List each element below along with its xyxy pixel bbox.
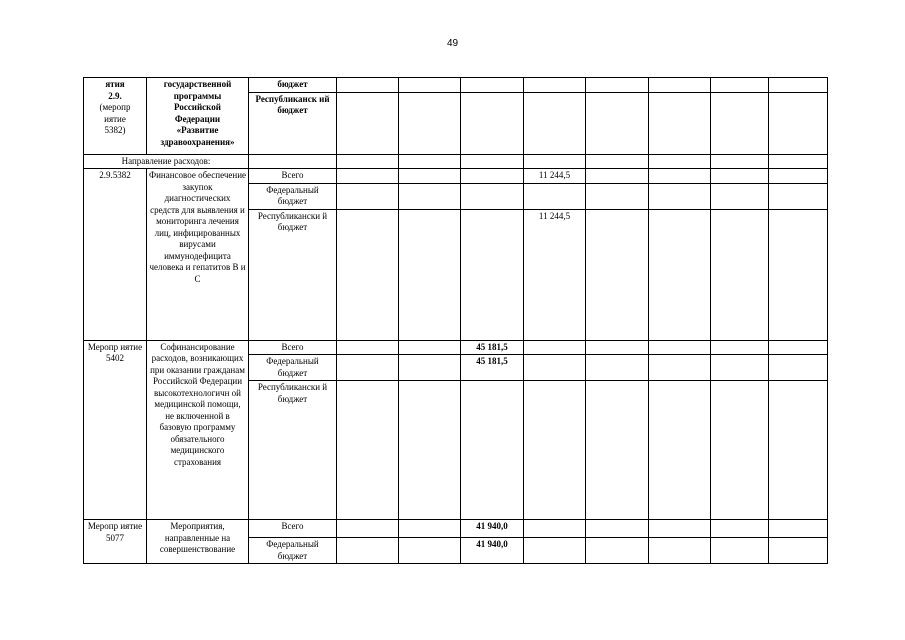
value-cell (524, 381, 586, 520)
name-line: программы (173, 90, 222, 101)
value-cell (461, 183, 524, 209)
source-cell: Всего (249, 169, 337, 184)
value-cell: 41 940,0 (461, 520, 524, 538)
direction-label: Направление расходов: (84, 154, 249, 169)
measure-name-cell: Мероприятия, направленные на совершенствование (147, 520, 249, 564)
source-cell: Республикански й бюджет (249, 381, 337, 520)
table-row (84, 169, 828, 184)
value-cell: 11 244,5 (524, 209, 586, 340)
value-cell (524, 340, 586, 355)
measure-code-cell (84, 78, 147, 155)
budget-table (83, 77, 828, 564)
code-line: (меропр (99, 102, 131, 112)
table-row (84, 78, 828, 93)
measure-code-cell: Меропр иятие 5402 (84, 340, 147, 520)
name-line: Российской (174, 102, 221, 112)
value-cell (461, 209, 524, 340)
value-cell: 41 940,0 (461, 538, 524, 564)
measure-name-cell: Финансовое обеспечение закупок диагностических средств для выявления и мониторинга лечения лиц, инфицированных вирусами иммунодефицита человека и гепатитов В и С (147, 169, 249, 341)
value-cell (524, 183, 586, 209)
value-cell (524, 538, 586, 564)
source-cell: Республиканск ий бюджет (249, 92, 337, 154)
value-cell (461, 169, 524, 184)
table-row (84, 520, 828, 538)
source-cell: Федеральный бюджет (249, 355, 337, 381)
value-cell: 11 244,5 (524, 169, 586, 184)
source-cell: бюджет (249, 78, 337, 93)
value-cell (461, 381, 524, 520)
value-cell: 45 181,5 (461, 340, 524, 355)
name-line: Федерации (174, 113, 221, 124)
page-number: 49 (446, 38, 459, 49)
source-cell: Всего (249, 340, 337, 355)
code-line: 2.9. (108, 90, 122, 101)
program-name-cell (147, 78, 249, 155)
source-cell: Федеральный бюджет (249, 183, 337, 209)
name-line: государственной (163, 79, 232, 89)
table-row (84, 154, 828, 169)
name-line: здравоохранения» (160, 136, 235, 147)
value-cell: 45 181,5 (461, 355, 524, 381)
source-cell: Всего (249, 520, 337, 538)
source-cell: Федеральный бюджет (249, 538, 337, 564)
name-line: «Развитие (176, 125, 219, 135)
measure-code-cell: Меропр иятие 5077 (84, 520, 147, 564)
measure-name-cell: Софинансирование расходов, возникающих при оказании гражданам Российской Федерации высокотехнологичн ой медицинской помощи, не включенной в базовую программу обязательного медицинского страхования (147, 340, 249, 520)
table-row (84, 340, 828, 355)
measure-code-cell: 2.9.5382 (84, 169, 147, 341)
source-cell: Республикански й бюджет (249, 209, 337, 340)
value-cell (524, 355, 586, 381)
code-line: 5382) (104, 125, 126, 135)
code-line: иятие (104, 113, 126, 124)
code-line: ятия (105, 79, 125, 89)
value-cell (524, 520, 586, 538)
